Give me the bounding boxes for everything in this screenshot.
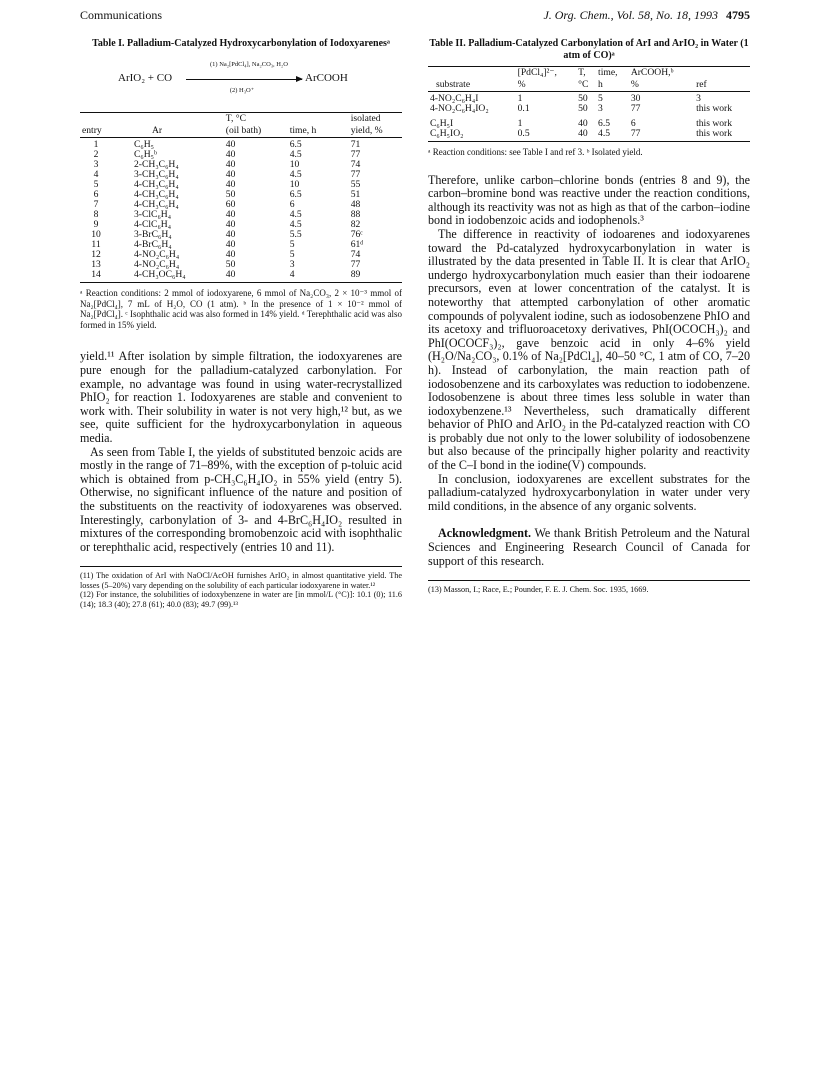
cell-ar: 4-NO₂C₆H₄ — [134, 259, 180, 270]
cell-time: 10 — [289, 159, 300, 170]
cell-time: 4.5 — [289, 219, 302, 230]
cell-ar: C₆H₅ — [134, 139, 155, 150]
cell-pd: 0.1 — [517, 103, 530, 114]
table1-caption: Table I. Palladium-Catalyzed Hydroxycarbonylation of Iodoxyarenesᵃ — [92, 38, 390, 49]
scheme-condition-1: (1) Na₂[PdCl₄], Na₂CO₃, H₂O — [210, 61, 288, 68]
acknowledgment-heading: Acknowledgment. — [438, 526, 532, 541]
cell-ar: 3-BrC₆H₄ — [134, 229, 172, 240]
table-row — [80, 270, 402, 283]
reference-11: (11) The oxidation of ArI with NaOCl/AcOH furnishes ArIO₂ in almost quantitative yield. The losses (5–20%) vary depending on the solubility of each particular iodoxyarene in water.¹² — [80, 571, 402, 590]
cell-temp: 40 — [225, 249, 236, 260]
table2-header-t-unit: °C — [576, 79, 596, 92]
left-paragraph-1: yield.¹¹ After isolation by simple filtration, the iodoxyarenes are pure enough for the palladium-catalyzed carbonylation. For example, no advantage was found in using water-recrystallized PhIO₂ for reaction 1. Iodoxyarenes are stable and convenient to work with. Their solubility in water is not very high,¹² but, as we see, quite sufficient for the hydroxycarbonylation in aqueous media. — [80, 349, 402, 445]
cell-substrate: C₆H₅IO₂ — [428, 129, 516, 142]
cell-time: 4 — [280, 270, 331, 283]
cell-yield: 76ᶜ — [350, 229, 363, 240]
cell-time: 4.5 — [289, 169, 302, 180]
cell-yield: 74 — [350, 159, 361, 170]
cell-ar: 3-ClC₆H₄ — [134, 209, 172, 220]
cell-pd: 1 — [517, 93, 523, 104]
cell-pd: 1 — [517, 118, 523, 129]
cell-ar: 4-CH₃C₆H₄ — [134, 189, 179, 200]
scheme-reactants: ArIO₂ + CO — [118, 72, 173, 84]
cell-yield: 30 — [630, 93, 641, 104]
cell-temp: 40 — [578, 118, 588, 129]
table2-footnote: ᵃ Reaction conditions: see Table I and ref 3. ᵇ Isolated yield. — [428, 147, 643, 157]
cell-time: 6.5 — [598, 118, 611, 129]
cell-entry: 6 — [93, 189, 99, 200]
cell-entry: 14 — [80, 270, 112, 283]
cell-temp: 50 — [578, 103, 588, 114]
reaction-arrow-icon — [186, 79, 302, 80]
cell-yield: 6 — [630, 118, 636, 129]
cell-entry: 10 — [91, 229, 101, 240]
cell-ar: 2-CH₃C₆H₄ — [134, 159, 179, 170]
cell-entry: 3 — [93, 159, 99, 170]
cell-temp: 40 — [225, 239, 236, 250]
table1-header-yield-sub: yield, % — [331, 125, 402, 138]
cell-yield: 48 — [350, 199, 361, 210]
table2-header-t: T, — [576, 67, 596, 80]
reaction-scheme — [80, 58, 402, 112]
cell-time: 6 — [289, 199, 295, 210]
cell-temp: 40 — [212, 270, 280, 283]
reference-13: (13) Masson, I.; Race, E.; Pounder, F. E. J. Chem. Soc. 1935, 1669. — [428, 585, 649, 595]
cell-ar: 4-NO₂C₆H₄ — [134, 249, 180, 260]
cell-ar: 4-CH₃C₆H₄ — [134, 199, 179, 210]
page-header — [80, 8, 750, 24]
cell-temp: 50 — [225, 189, 236, 200]
table1-footnote: ᵃ Reaction conditions: 2 mmol of iodoxyarene, 6 mmol of Na₂CO₃, 2 × 10⁻³ mmol of Na₂[PdCl₄], 7 mL of H₂O, CO (1 atm). ᵇ In the presence of 1 × 10⁻² mmol of Na₂[PdCl₄]. ᶜ Isophthalic acid was also formed in 14% yield. ᵈ Terephthalic acid was also formed in 15% yield. — [80, 288, 402, 330]
table2-caption: Table II. Palladium-Catalyzed Carbonylation of ArI and ArIO₂ in Water (1 atm of CO)ᵃ — [429, 38, 749, 61]
cell-temp: 40 — [225, 169, 236, 180]
left-column — [80, 38, 402, 609]
cell-ref: this work — [696, 118, 733, 129]
cell-pd: 0.5 — [516, 129, 577, 142]
table-row — [428, 129, 750, 142]
cell-ar: 4-ClC₆H₄ — [134, 219, 172, 230]
cell-yield: 61ᵈ — [350, 239, 364, 250]
journal-name: J. Org. Chem., Vol. 58, No. 18, 1993 — [543, 8, 718, 22]
cell-temp: 40 — [225, 219, 236, 230]
table-row — [428, 104, 750, 114]
right-paragraph-3: In conclusion, iodoxyarenes are excellent substrates for the palladium-catalyzed hydroxycarbonylation in water under very mild conditions, in the absence of any organic solvents. — [428, 471, 750, 513]
table2-header-pd-unit: % — [516, 79, 577, 92]
table2-header-time: time, — [596, 67, 629, 80]
cell-entry: 9 — [93, 219, 99, 230]
reference-12: (12) For instance, the solubilities of iodoxybenzene in water are [in mmol/L (°C)]: 10.1 (0); 11.6 (14); 18.3 (40); 27.8 (61); 40.0 (83); 49.7 (99).¹³ — [80, 590, 402, 609]
cell-entry: 12 — [91, 249, 101, 260]
cell-time: 6.5 — [289, 139, 302, 150]
cell-time: 5.5 — [289, 229, 302, 240]
cell-entry: 1 — [93, 139, 99, 150]
cell-temp: 40 — [225, 209, 236, 220]
cell-entry: 4 — [93, 169, 99, 180]
table1-header-ar: Ar — [112, 125, 212, 138]
table2-header-substrate: substrate — [428, 79, 516, 92]
scheme-condition-2: (2) H₃O⁺ — [229, 87, 255, 94]
cell-yield: 71 — [350, 139, 361, 150]
scheme-product: ArCOOH — [305, 72, 348, 84]
cell-time: 4.5 — [289, 149, 302, 160]
cell-ref: 3 — [696, 93, 701, 104]
cell-ar: 4-BrC₆H₄ — [134, 239, 172, 250]
cell-yield: 77 — [629, 129, 694, 142]
table1 — [80, 112, 402, 283]
cell-time: 10 — [289, 179, 300, 190]
cell-temp: 40 — [225, 229, 236, 240]
cell-time: 5 — [289, 249, 295, 260]
left-references — [80, 566, 402, 609]
cell-yield: 77 — [630, 103, 641, 114]
table1-header-temp-sub: (oil bath) — [212, 125, 280, 138]
table1-header-temp: T, °C — [212, 113, 280, 126]
right-column — [428, 38, 750, 595]
cell-temp: 60 — [225, 199, 236, 210]
cell-ref: this work — [694, 129, 750, 142]
cell-yield: 88 — [350, 209, 361, 220]
section-label: Communications — [80, 8, 162, 22]
cell-ar: C₆H₅ᵇ — [134, 149, 157, 160]
cell-ar: 3-CH₃C₆H₄ — [134, 169, 179, 180]
page-number: 4795 — [726, 8, 750, 22]
cell-time: 3 — [289, 259, 295, 270]
cell-time: 6.5 — [289, 189, 302, 200]
cell-yield: 77 — [350, 169, 361, 180]
table2-header-yield-unit: % — [629, 79, 694, 92]
table2-header-yield: ArCOOH,ᵇ — [629, 67, 694, 80]
cell-substrate: 4-NO₂C₆H₄I — [430, 93, 479, 104]
cell-entry: 7 — [93, 199, 99, 210]
journal-citation — [543, 8, 750, 23]
cell-temp: 50 — [578, 93, 588, 104]
right-references — [428, 580, 750, 594]
cell-time: 5 — [289, 239, 295, 250]
right-paragraph-2: The difference in reactivity of iodoarenes and iodoxyarenes toward the Pd-catalyzed hydroxycarbonylation in water is illustrated by the data presented in Table II. It is clear that ArIO₂ undergo hydroxycarbonylation much easier than their iodoarene precursors, even at lower concentration of the catalyst. It is noteworthy that attempted carbonylation of other aromatic compounds of polyvalent iodine, such as iodosobenzene PhIO and its acetoxy and trifluoroacetoxy derivatives, PhI(OCOCH₃)₂ and PhI(OCOCF₃)₂, gave benzoic acid in only 4–6% yield (H₂O/Na₂CO₃, 0.1% of Na₂[PdCl₄], 40–50 °C, 1 atm of CO, 7–20 h). Instead of carbonylation, the main reaction path of iodosobenzene and its carboxylates was reduction to iodobenzene. Iodosobenzene is about three times less soluble in water than iodoxybenzene.¹³ Nevertheless, such dramatically different behavior of PhIO and ArIO₂ in the Pd-catalyzed reaction with CO is probably due not only to the lower solubility of iodosobenzene but also because of the principally higher polarity and reactivity of the C–I bond in the iodine(V) compounds. — [428, 226, 750, 473]
table1-header-entry: entry — [80, 125, 112, 138]
acknowledgment — [428, 527, 750, 568]
cell-entry: 13 — [91, 259, 101, 270]
cell-temp: 40 — [576, 129, 596, 142]
cell-yield: 74 — [350, 249, 361, 260]
cell-entry: 11 — [91, 239, 101, 250]
cell-ref: this work — [696, 103, 733, 114]
cell-temp: 50 — [225, 259, 236, 270]
left-paragraph-2: As seen from Table I, the yields of substituted benzoic acids are mostly in the range of 71–89%, with the exception of p-toluic acid which is obtained from p-CH₃C₆H₄IO₂ in 55% yield (entry 5). Otherwise, no significant influence of the nature and position of the substituents on the reactivity of iodoxyarenes was observed. Interestingly, carbonylation of 3- and 4-BrC₆H₄IO₂ resulted in mixtures of the corresponding bromobenzoic acid with isophthalic or terephthalic acid, respectively (entries 10 and 11). — [80, 444, 402, 554]
table2 — [428, 66, 750, 142]
table2-header-pd: [PdCl₄]²⁻, — [516, 67, 577, 80]
acknowledgment-text: We thank British Petroleum and the Natural Sciences and Engineering Research Council of Canada for support of this research. — [428, 526, 750, 568]
cell-yield: 77 — [350, 259, 361, 270]
cell-temp: 40 — [225, 179, 236, 190]
cell-yield: 51 — [350, 189, 361, 200]
table-row — [428, 114, 750, 129]
cell-yield: 77 — [350, 149, 361, 160]
cell-substrate: C₆H₅I — [430, 118, 454, 129]
table2-header-time-unit: h — [596, 79, 629, 92]
cell-time: 4.5 — [289, 209, 302, 220]
cell-temp: 40 — [225, 159, 236, 170]
cell-time: 5 — [598, 93, 603, 104]
cell-entry: 8 — [93, 209, 99, 220]
cell-entry: 5 — [93, 179, 99, 190]
cell-time: 3 — [598, 103, 603, 114]
cell-entry: 2 — [93, 149, 99, 160]
cell-yield: 82 — [350, 219, 361, 230]
cell-ar: 4-CH₃C₆H₄ — [134, 179, 179, 190]
table1-header-time: time, h — [280, 125, 331, 138]
cell-substrate: 4-NO₂C₆H₄IO₂ — [430, 103, 489, 114]
right-paragraph-1: Therefore, unlike carbon–chlorine bonds (entries 8 and 9), the carbon–bromine bond was reactive under the reaction conditions, although its reactivity was not as high as that of the carbon–iodine bond in iodobenzoic acids and iodophenols.³ — [428, 172, 750, 228]
table1-header-yield: isolated — [331, 113, 402, 126]
cell-time: 4.5 — [596, 129, 629, 142]
table2-header-ref: ref — [694, 79, 750, 92]
cell-ar: 4-CH₃OC₆H₄ — [112, 270, 212, 283]
cell-temp: 40 — [225, 149, 236, 160]
cell-yield: 89 — [331, 270, 402, 283]
cell-yield: 55 — [350, 179, 361, 190]
cell-temp: 40 — [225, 139, 236, 150]
